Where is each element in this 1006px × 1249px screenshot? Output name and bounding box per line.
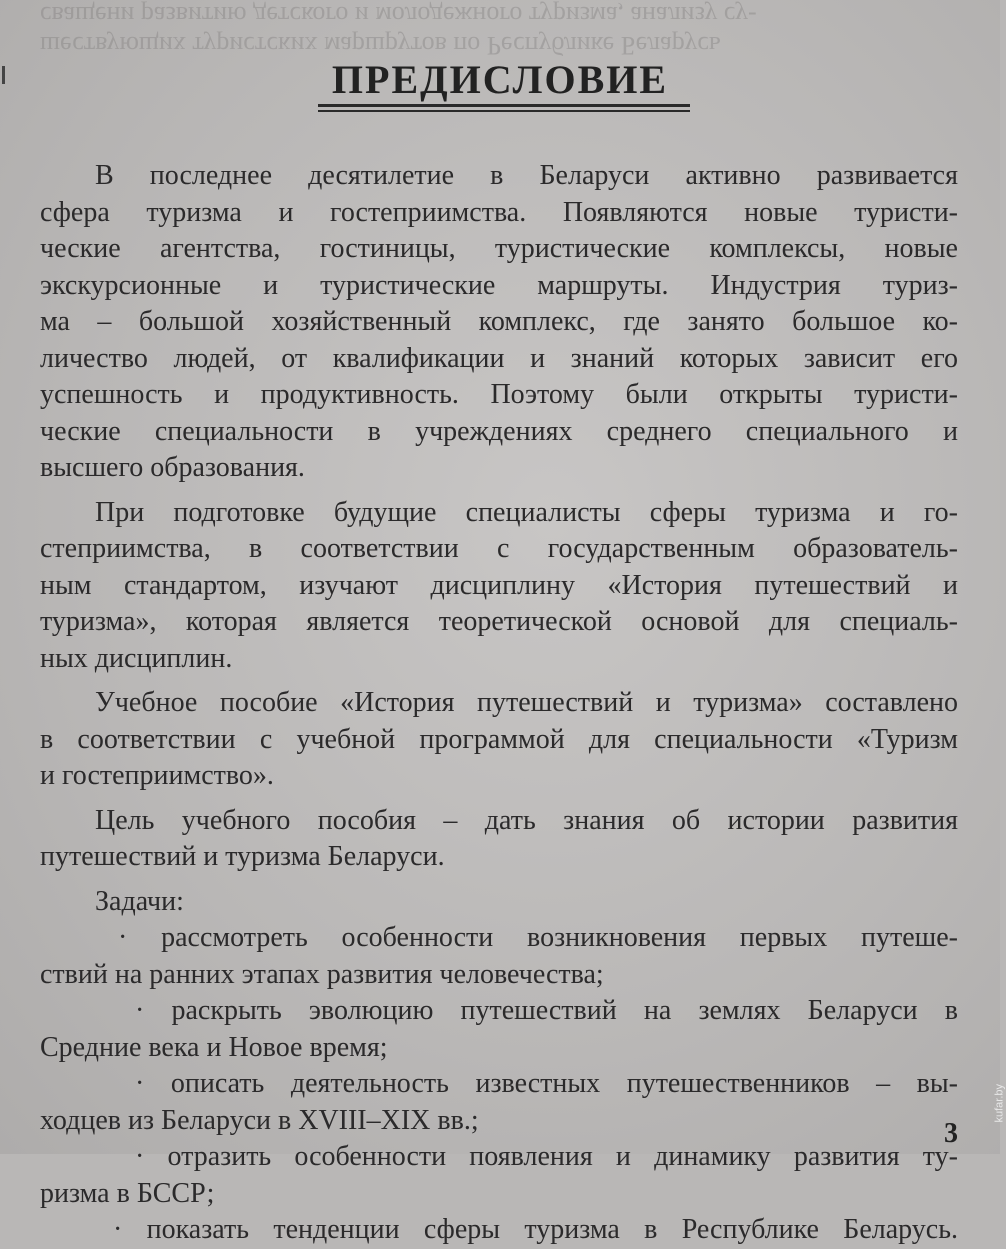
- task-item: ствий на ранних этапах развития человечества;: [40, 958, 604, 990]
- text-line: Цель учебного пособия – дать знания об истории развития: [95, 804, 958, 836]
- text-line: путешествий и туризма Беларуси.: [40, 841, 445, 872]
- page-title: ПРЕДИСЛОВИЕ: [331, 57, 669, 102]
- text-line: экскурсионные и туристические маршруты. Индустрия туриз-: [40, 269, 958, 301]
- task-item: ризма в БССР;: [40, 1177, 215, 1209]
- text-line: Учебное пособие «История путешествий и туризма» составлено: [95, 687, 958, 718]
- task-item: · показать тенденции сферы туризма в Республике Беларусь.: [113, 1214, 958, 1245]
- body-text: [40, 158, 958, 1249]
- text-line: ных дисциплин.: [40, 642, 233, 674]
- task-item: Средние века и Новое время;: [40, 1031, 388, 1063]
- text-line: высшего образования.: [40, 452, 305, 483]
- text-line: и гостеприимство».: [40, 760, 274, 791]
- text-line: ма – большой хозяйственный комплекс, где занято большое ко-: [40, 306, 958, 337]
- text-line: ным стандартом, изучают дисциплину «История путешествий и: [40, 569, 958, 601]
- watermark: kufar.by: [994, 1084, 1006, 1123]
- task-item: ходцев из Беларуси в XVIII–XIX вв.;: [40, 1104, 479, 1136]
- tasks-label: Задачи:: [95, 885, 184, 917]
- text-line: В последнее десятилетие в Беларуси активно развивается: [95, 160, 958, 191]
- bleed-through-text: шествующих туристских маршрутов по Республике Беларусь: [40, 31, 721, 60]
- task-item: · рассмотреть особенности возникновения первых путеше-: [118, 922, 958, 953]
- bleed-through-text: сващени развитию детского и молодежного туризма, анализу су-: [40, 1, 757, 30]
- text-line: личество людей, от квалификации и знаний которых зависит его: [40, 342, 958, 374]
- text-line: ческие агентства, гостиницы, туристические комплексы, новые: [40, 233, 958, 264]
- title-underline: [318, 110, 690, 112]
- text-line: успешность и продуктивность. Поэтому были открыты туристи-: [40, 379, 958, 410]
- text-line: ческие специальности в учреждениях среднего специального и: [40, 415, 958, 447]
- task-item: · раскрыть эволюцию путешествий на землях Беларуси в: [135, 995, 958, 1026]
- text-line: в соответствии с учебной программой для специальности «Туризм: [40, 723, 958, 755]
- title-underline: [318, 104, 690, 107]
- text-line: степриимства, в соответствии с государственным образователь-: [40, 533, 958, 564]
- heading-block: [0, 56, 1000, 103]
- page-number: 3: [944, 1118, 958, 1149]
- text-line: сфера туризма и гостеприимства. Появляются новые туристи-: [40, 196, 958, 228]
- text-line: туризма», которая является теоретической основой для специаль-: [40, 606, 958, 637]
- text-line: При подготовке будущие специалисты сферы туризма и го-: [95, 496, 958, 528]
- task-item: · описать деятельность известных путешественников – вы-: [135, 1068, 958, 1099]
- task-item: · отразить особенности появления и динамику развития ту-: [135, 1141, 958, 1172]
